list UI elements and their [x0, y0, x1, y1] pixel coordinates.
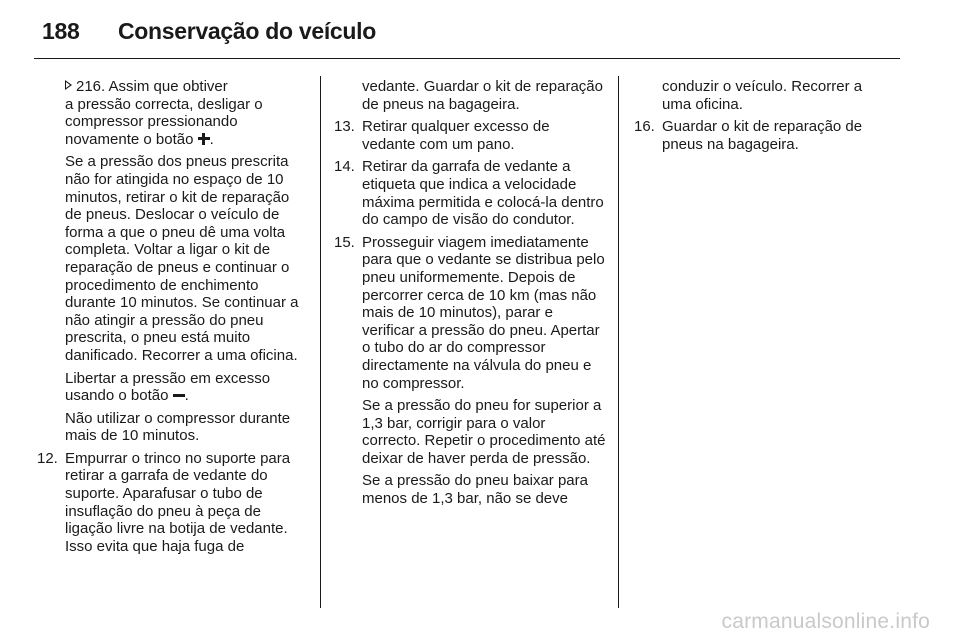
plus-icon	[198, 133, 210, 145]
paragraph-text: a pressão correcta, desligar o compressor pressionando novamente o botão	[65, 95, 263, 148]
page-number: 188	[42, 18, 80, 44]
list-item-subparagraph: Se a pressão do pneu baixar para menos de 1,3 bar, não se deve	[362, 472, 588, 508]
list-item-text: Retirar da garrafa de vedante a etiqueta que indica a velocidade máxima permitida e colocá-la dentro do campo de visão do condutor.	[362, 158, 604, 229]
text-column-2	[334, 78, 606, 513]
paragraph: 216. Assim que obtiver a pressão correcta, desligar o compressor pressionando novamente o botão .	[65, 78, 263, 148]
page-header	[34, 12, 900, 59]
reference-arrow-icon	[65, 80, 72, 90]
list-item-number: 12.	[37, 449, 58, 467]
list-item-text: Guardar o kit de reparação de pneus na bagageira.	[662, 118, 863, 153]
list-item-subparagraph: Se a pressão do pneu for superior a 1,3 bar, corrigir para o valor correcto. Repetir o procedimento até deixar de haver perda de pressão.	[362, 397, 606, 467]
watermark: carmanualsonline.info	[721, 610, 930, 633]
page-reference[interactable]: 216. Assim que obtiver	[76, 78, 228, 95]
list-item-text: Prosseguir viagem imediatamente para que o vedante se distribua pelo pneu uniformemente. Depois de percorrer cerca de 10 km (mas não mais de 10 minutos), parar e verificar a pressão do pneu. Apertar o tubo do ar do compressor directamente na válvula do pneu e no compressor.	[362, 233, 605, 392]
paragraph: Não utilizar o compressor durante mais de 10 minutos.	[65, 409, 291, 445]
list-item	[37, 450, 309, 556]
list-item	[634, 118, 884, 153]
minus-icon	[173, 389, 185, 401]
page-title: Conservação do veículo	[118, 18, 376, 44]
paragraph: Libertar a pressão em excesso usando o botão .	[65, 369, 271, 405]
column-divider	[320, 76, 321, 608]
paragraph: vedante. Guardar o kit de reparação de pneus na bagageira.	[362, 78, 603, 113]
list-item-number: 15.	[334, 233, 355, 251]
list-item	[334, 158, 606, 228]
column-divider	[618, 76, 619, 608]
paragraph: conduzir o veículo. Recorrer a uma oficina.	[662, 78, 863, 113]
text-column-1	[37, 78, 309, 560]
list-item-number: 16.	[634, 118, 655, 136]
list-item-text: Empurrar o trinco no suporte para retirar a garrafa de vedante do suporte. Aparafusar o tubo de insuflação do pneu à peça de ligação livre na botija de vedante. Isso evita que haja fuga de	[65, 449, 291, 555]
list-item-number: 14.	[334, 158, 355, 176]
list-item-text: Retirar qualquer excesso de vedante com um pano.	[362, 118, 550, 153]
list-item	[334, 234, 606, 508]
paragraph: Se a pressão dos pneus prescrita não for atingida no espaço de 10 minutos, retirar o kit de reparação de pneus. Deslocar o veículo de forma a que o pneu dê uma volta completa. Voltar a ligar o kit de reparação de pneus e continuar o procedimento de enchimento durante 10 minutos. Se continuar a não atingir a pressão do pneu prescrita, o pneu está muito danificado. Recorrer a uma oficina.	[65, 153, 299, 364]
list-item	[334, 118, 606, 153]
paragraph-text: Libertar a pressão em excesso usando o botão	[65, 369, 271, 405]
list-item-number: 13.	[334, 118, 355, 136]
text-column-3	[634, 78, 884, 158]
